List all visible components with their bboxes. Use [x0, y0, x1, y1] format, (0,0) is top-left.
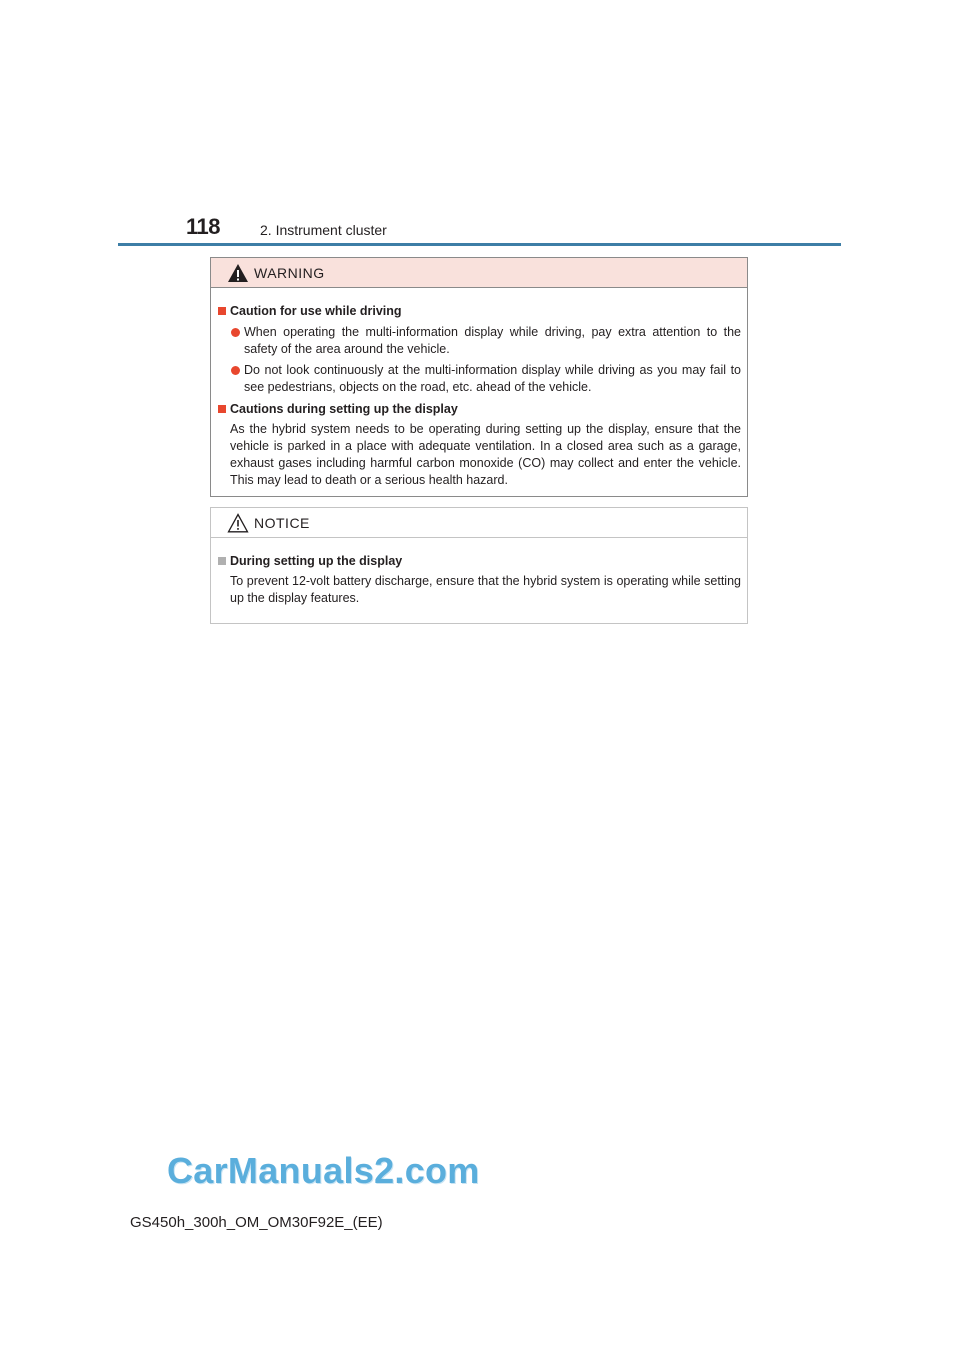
bullet-item	[218, 324, 741, 358]
section-paragraph: As the hybrid system needs to be operating during setting up the display, ensure that the vehicle is parked in a place with adequate ventilation. In a closed area such as a garage, exhaust gases including harmful carbon monoxide (CO) may collect and enter the vehicle. This may lead to death or a serious health hazard.	[230, 422, 741, 487]
warning-triangle-icon	[227, 263, 249, 283]
warning-box	[210, 257, 748, 497]
page-number: 118	[186, 214, 220, 239]
notice-label: NOTICE	[254, 515, 310, 531]
chapter-title: 2. Instrument cluster	[260, 222, 387, 238]
watermark-logo[interactable]: CarManuals2.com	[167, 1150, 480, 1191]
bullet-text: When operating the multi-information display while driving, pay extra attention to the safety of the area around the vehicle.	[244, 325, 741, 356]
section-title	[218, 302, 741, 321]
header-rule	[118, 243, 841, 246]
footer-code: GS450h_300h_OM_OM30F92E_(EE)	[130, 1214, 383, 1231]
notice-triangle-icon	[227, 513, 249, 533]
square-bullet-icon	[218, 557, 226, 565]
notice-box	[210, 507, 748, 624]
section-title-text: During setting up the display	[230, 554, 403, 568]
square-bullet-icon	[218, 307, 226, 315]
section-paragraph: To prevent 12-volt battery discharge, ensure that the hybrid system is operating while setting up the display features.	[230, 574, 741, 605]
bullet-text: Do not look continuously at the multi-information display while driving as you may fail to see pedestrians, objects on the road, etc. ahead of the vehicle.	[244, 363, 741, 394]
warning-header	[211, 258, 747, 288]
bullet-item	[218, 362, 741, 396]
notice-header	[211, 508, 747, 538]
section-title	[218, 552, 741, 571]
section-title	[218, 400, 741, 419]
warning-label: WARNING	[254, 265, 325, 281]
square-bullet-icon	[218, 405, 226, 413]
round-bullet-icon	[231, 328, 240, 337]
round-bullet-icon	[231, 366, 240, 375]
section-title-text: Caution for use while driving	[230, 304, 402, 318]
notice-body	[211, 538, 747, 607]
warning-body	[211, 288, 747, 489]
section-title-text: Cautions during setting up the display	[230, 402, 458, 416]
